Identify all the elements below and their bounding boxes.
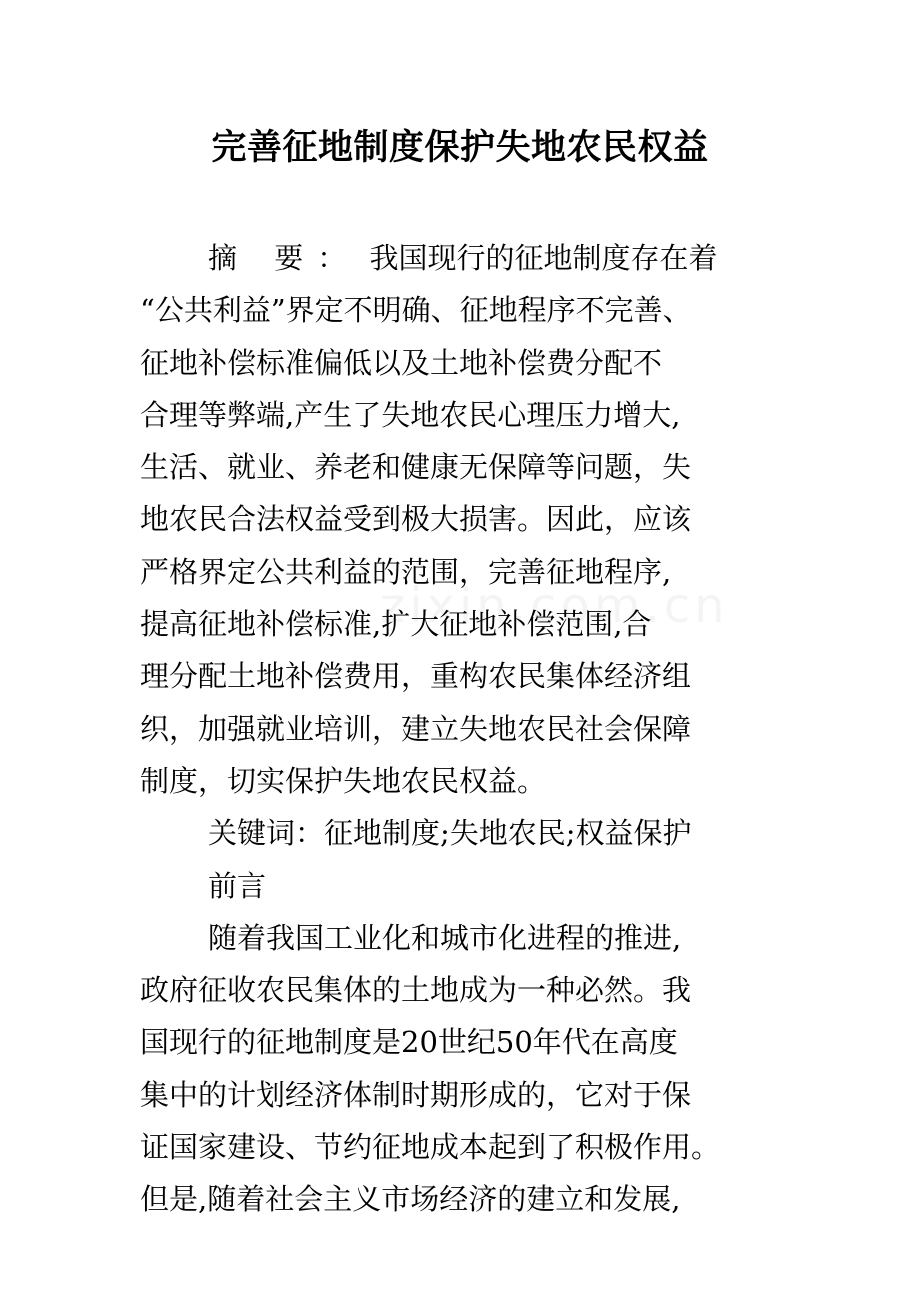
document-body [140, 232, 790, 1226]
paragraph-line: 国现行的征地制度是20世纪50年代在高度 [140, 1025, 678, 1060]
abstract-line: 理分配土地补偿费用，重构农民集体经济组 [140, 659, 692, 694]
document-title: 完善征地制度保护失地农民权益 [211, 128, 709, 168]
abstract-line: 征地补偿标准偏低以及土地补偿费分配不 [140, 345, 663, 380]
abstract-line: 严格界定公共利益的范围，完善征地程序, [140, 554, 672, 589]
abstract-label: 摘 要： [208, 241, 361, 275]
preface-heading: 前言 [208, 868, 267, 903]
paragraph-line: 但是,随着社会主义市场经济的建立和发展, [140, 1182, 681, 1217]
paragraph-line: 政府征收农民集体的土地成为一种必然。我 [140, 973, 692, 1008]
abstract-line: 生活、就业、养老和健康无保障等问题，失 [140, 450, 692, 485]
abstract-line: 织，加强就业培训，建立失地农民社会保障 [140, 711, 692, 746]
abstract-line: “公共利益”界定不明确、征地程序不完善、 [140, 293, 692, 328]
paragraph-line: 随着我国工业化和城市化进程的推进, [208, 920, 682, 955]
abstract-first-line [140, 232, 790, 284]
paragraph-line: 证国家建设、节约征地成本起到了积极作用。 [140, 1130, 721, 1165]
keywords-line: 关键词：征地制度;失地农民;权益保护 [208, 816, 692, 851]
paragraph-line: 集中的计划经济体制时期形成的，它对于保 [140, 1077, 692, 1112]
abstract-line: 制度，切实保护失地农民权益。 [140, 763, 547, 798]
abstract-line: 提高征地补偿标准,扩大征地补偿范围,合 [140, 607, 652, 642]
abstract-line: 合理等弊端,产生了失地农民心理压力增大, [140, 397, 681, 432]
abstract-line: 地农民合法权益受到极大损害。因此，应该 [140, 502, 692, 537]
abstract-text: 我国现行的征地制度存在着 [369, 241, 718, 275]
